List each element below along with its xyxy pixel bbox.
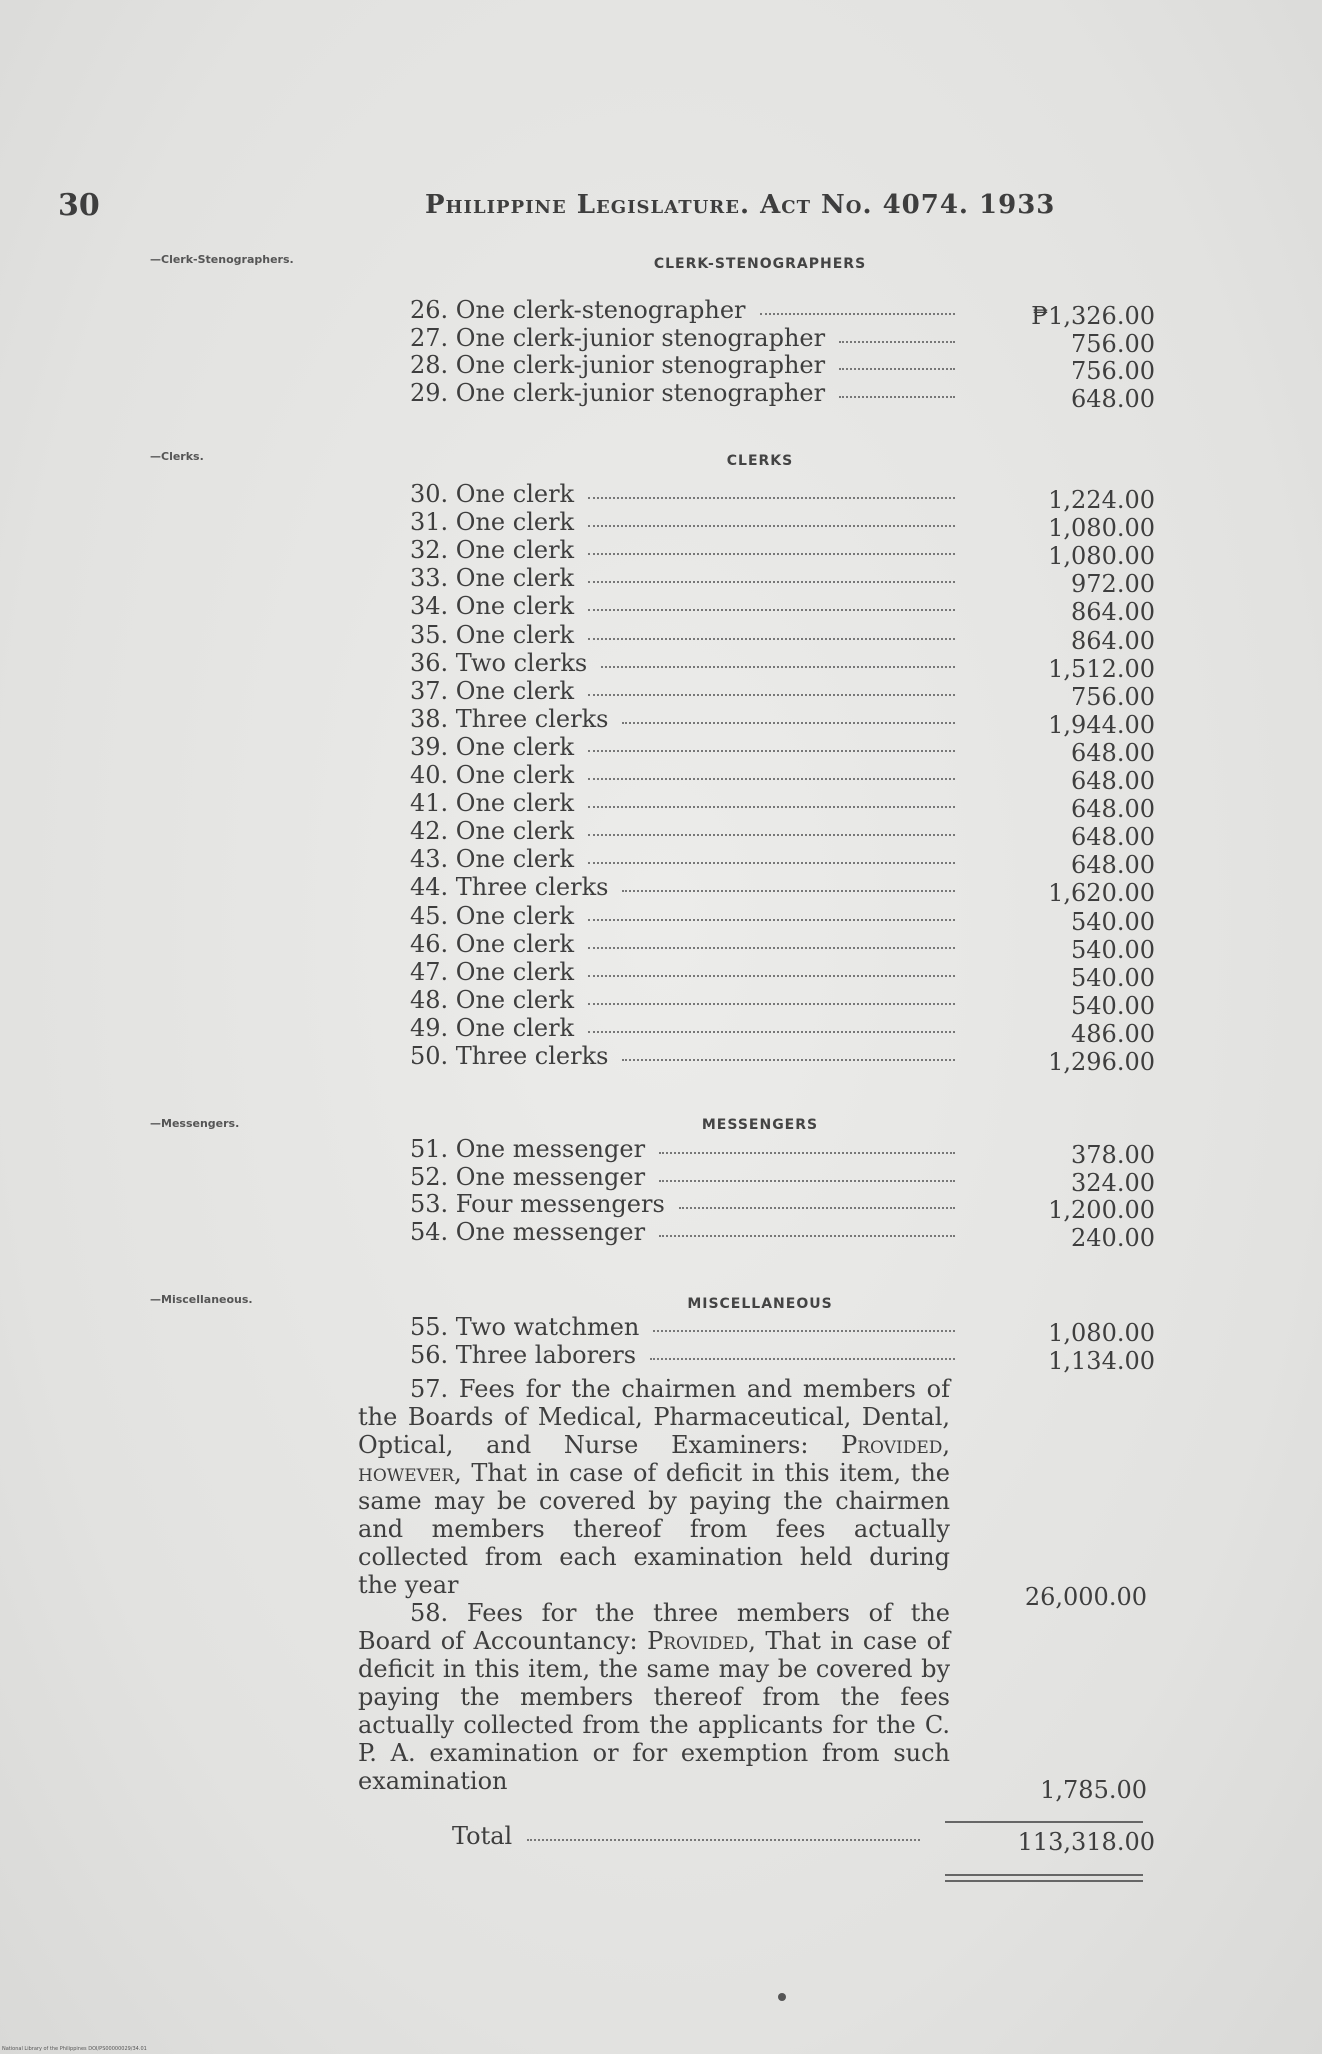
- page-number: 30: [58, 188, 100, 223]
- leader-dots: [588, 497, 955, 499]
- leader-dots: [588, 862, 955, 864]
- line-item-label: 36. Two clerks: [410, 648, 588, 677]
- leader-dots: [588, 806, 955, 808]
- line-item-row: [410, 296, 1155, 330]
- margin-note-miscellaneous: —Miscellaneous.: [150, 1293, 253, 1306]
- line-item-amount: 648.00: [1071, 738, 1155, 767]
- line-item-amount: 1,080.00: [1048, 514, 1155, 543]
- line-item-row: [410, 1013, 1155, 1048]
- line-item-label: 26. One clerk-stenographer: [410, 296, 746, 324]
- leader-dots: [659, 1235, 955, 1237]
- item-58-text: 58. Fees for the three members of the Board of Accountancy: Provided, That in case of deficit in this item, the same may be covered by paying the members thereof from the fees actually collected from the applicants for the C. P. A. examination or for exemption from such examination: [358, 1599, 950, 1795]
- line-item-row: [410, 901, 1155, 936]
- line-item-row: [410, 351, 1155, 386]
- line-item-row: [410, 323, 1155, 358]
- total-row: [452, 1822, 1155, 1856]
- total-leader-dots: [527, 1839, 920, 1841]
- leader-dots: [588, 947, 955, 949]
- scan-footer: National Library of the Philippines DOI/PS00000029/34.01: [2, 2046, 147, 2052]
- line-item-row: [410, 508, 1155, 543]
- line-item-amount: 540.00: [1071, 935, 1155, 964]
- line-item-label: 56. Three laborers: [410, 1341, 637, 1369]
- running-head: Philippine Legislature. Act No. 4074. 1933: [425, 190, 1056, 220]
- line-item-label: 55. Two watchmen: [410, 1313, 640, 1341]
- line-item-amount: 756.00: [1071, 357, 1155, 386]
- line-item-amount: 864.00: [1071, 598, 1155, 627]
- line-item-label: 47. One clerk: [410, 957, 575, 986]
- line-item-label: 30. One clerk: [410, 480, 575, 508]
- margin-note-clerk-stenographers: —Clerk-Stenographers.: [150, 253, 294, 266]
- line-item-amount: 1,620.00: [1048, 879, 1155, 908]
- line-item-amount: 240.00: [1071, 1223, 1155, 1252]
- line-item-label: 44. Three clerks: [410, 873, 609, 902]
- leader-dots: [622, 1059, 955, 1061]
- leader-dots: [601, 666, 955, 668]
- line-item-row: [410, 1135, 1155, 1169]
- line-item-label: 27. One clerk-junior stenographer: [410, 323, 826, 352]
- heading-messengers: MESSENGERS: [701, 1117, 819, 1133]
- line-item-amount: 486.00: [1071, 1019, 1155, 1048]
- leader-dots: [622, 890, 955, 892]
- line-item-label: 51. One messenger: [410, 1135, 646, 1163]
- leader-dots: [588, 694, 955, 696]
- line-item-amount: 324.00: [1071, 1168, 1155, 1197]
- line-item-label: 34. One clerk: [410, 592, 575, 621]
- margin-note-clerks: —Clerks.: [150, 450, 204, 463]
- line-item-label: 33. One clerk: [410, 564, 575, 593]
- leader-dots: [839, 396, 955, 398]
- line-item-amount: 540.00: [1071, 991, 1155, 1020]
- line-item-amount: 648.00: [1071, 851, 1155, 880]
- leader-dots: [588, 919, 955, 921]
- heading-miscellaneous: MISCELLANEOUS: [687, 1296, 833, 1312]
- leader-dots: [588, 638, 955, 640]
- line-item-label: 54. One messenger: [410, 1217, 646, 1246]
- leader-dots: [588, 581, 955, 583]
- line-item-row: [410, 564, 1155, 599]
- line-item-label: 39. One clerk: [410, 732, 575, 761]
- item-57-amount: 26,000.00: [1024, 1583, 1147, 1611]
- leader-dots: [588, 553, 955, 555]
- heading-clerk-stenographers: CLERK-STENOGRAPHERS: [653, 256, 867, 272]
- total-label: Total: [452, 1822, 513, 1850]
- line-item-label: 38. Three clerks: [410, 704, 609, 733]
- leader-dots: [588, 778, 955, 780]
- line-item-label: 29. One clerk-junior stenographer: [410, 379, 826, 408]
- item-57-text: 57. Fees for the chairmen and members of the Boards of Medical, Pharmaceutical, Dental, Optical, and Nurse Examiners: Provided, however, That in case of deficit in this item, the same may be covered by paying the chairmen and members thereof from fees actually collected from each examination held during the year: [358, 1375, 950, 1599]
- leader-dots: [622, 722, 955, 724]
- leader-dots: [588, 750, 955, 752]
- item-58-amount: 1,785.00: [1040, 1776, 1147, 1804]
- leader-dots: [653, 1330, 955, 1332]
- line-item-row: [410, 620, 1155, 655]
- line-item-row: [410, 1313, 1155, 1347]
- line-item-row: [410, 480, 1155, 514]
- line-item-amount: 540.00: [1071, 907, 1155, 936]
- line-item-amount: 972.00: [1071, 570, 1155, 599]
- line-item-amount: 1,080.00: [1048, 1319, 1155, 1347]
- leader-dots: [650, 1358, 955, 1360]
- line-item-row: [410, 873, 1155, 908]
- line-item-label: 48. One clerk: [410, 985, 575, 1014]
- line-item-label: 41. One clerk: [410, 789, 575, 818]
- line-item-row: [410, 1190, 1155, 1224]
- line-item-row: [410, 845, 1155, 880]
- line-item-label: 40. One clerk: [410, 761, 575, 789]
- total-amount: 113,318.00: [1017, 1828, 1155, 1856]
- line-item-row: [410, 1162, 1155, 1197]
- leader-dots: [659, 1180, 955, 1182]
- line-item-label: 28. One clerk-junior stenographer: [410, 351, 826, 380]
- line-item-label: 32. One clerk: [410, 536, 575, 565]
- line-item-row: [410, 1217, 1155, 1252]
- line-item-label: 50. Three clerks: [410, 1042, 609, 1070]
- line-item-amount: 648.00: [1071, 385, 1155, 414]
- line-item-amount: 1,080.00: [1048, 542, 1155, 571]
- line-item-amount: 540.00: [1071, 963, 1155, 992]
- line-item-row: [410, 379, 1155, 414]
- leader-dots: [588, 834, 955, 836]
- line-item-amount: 1,944.00: [1048, 710, 1155, 739]
- line-item-label: 42. One clerk: [410, 817, 575, 846]
- leader-dots: [588, 1031, 955, 1033]
- line-item-row: [410, 761, 1155, 795]
- line-item-amount: 648.00: [1071, 823, 1155, 852]
- line-item-label: 46. One clerk: [410, 929, 575, 958]
- leader-dots: [839, 368, 955, 370]
- line-item-amount: 378.00: [1071, 1141, 1155, 1169]
- line-item-row: [410, 789, 1155, 824]
- line-item-label: 31. One clerk: [410, 508, 575, 537]
- heading-clerks: CLERKS: [726, 453, 794, 469]
- leader-dots: [679, 1207, 955, 1209]
- line-item-row: [410, 536, 1155, 571]
- line-item-label: 37. One clerk: [410, 676, 575, 705]
- line-item-label: 45. One clerk: [410, 901, 575, 930]
- leader-dots: [588, 975, 955, 977]
- leader-dots: [760, 313, 955, 315]
- line-item-row: [410, 648, 1155, 683]
- line-item-row: [410, 985, 1155, 1020]
- line-item-label: 52. One messenger: [410, 1162, 646, 1191]
- line-item-label: 49. One clerk: [410, 1013, 575, 1042]
- line-item-row: [410, 1341, 1155, 1375]
- line-item-amount: 1,134.00: [1048, 1347, 1155, 1375]
- line-item-amount: ₱1,326.00: [1031, 302, 1155, 330]
- line-item-row: [410, 817, 1155, 852]
- line-item-row: [410, 929, 1155, 964]
- line-item-row: [410, 732, 1155, 767]
- leader-dots: [588, 609, 955, 611]
- line-item-amount: 648.00: [1071, 795, 1155, 824]
- line-item-amount: 756.00: [1071, 682, 1155, 711]
- line-item-row: [410, 1042, 1155, 1076]
- line-item-amount: 1,512.00: [1048, 654, 1155, 683]
- line-item-row: [410, 592, 1155, 627]
- line-item-label: 35. One clerk: [410, 620, 575, 649]
- leader-dots: [839, 341, 955, 343]
- line-item-row: [410, 676, 1155, 711]
- margin-note-messengers: —Messengers.: [150, 1117, 240, 1130]
- page-dot-mark: [778, 1993, 786, 2001]
- line-item-amount: 1,224.00: [1048, 486, 1155, 514]
- line-item-amount: 756.00: [1071, 329, 1155, 358]
- leader-dots: [588, 1003, 955, 1005]
- leader-dots: [659, 1152, 955, 1154]
- line-item-amount: 1,296.00: [1048, 1048, 1155, 1076]
- line-item-label: 43. One clerk: [410, 845, 575, 874]
- line-item-amount: 648.00: [1071, 767, 1155, 795]
- line-item-row: [410, 704, 1155, 739]
- line-item-label: 53. Four messengers: [410, 1190, 665, 1218]
- line-item-amount: 1,200.00: [1048, 1196, 1155, 1224]
- leader-dots: [588, 525, 955, 527]
- line-item-row: [410, 957, 1155, 992]
- line-item-amount: 864.00: [1071, 626, 1155, 655]
- total-double-rule: [945, 1874, 1143, 1882]
